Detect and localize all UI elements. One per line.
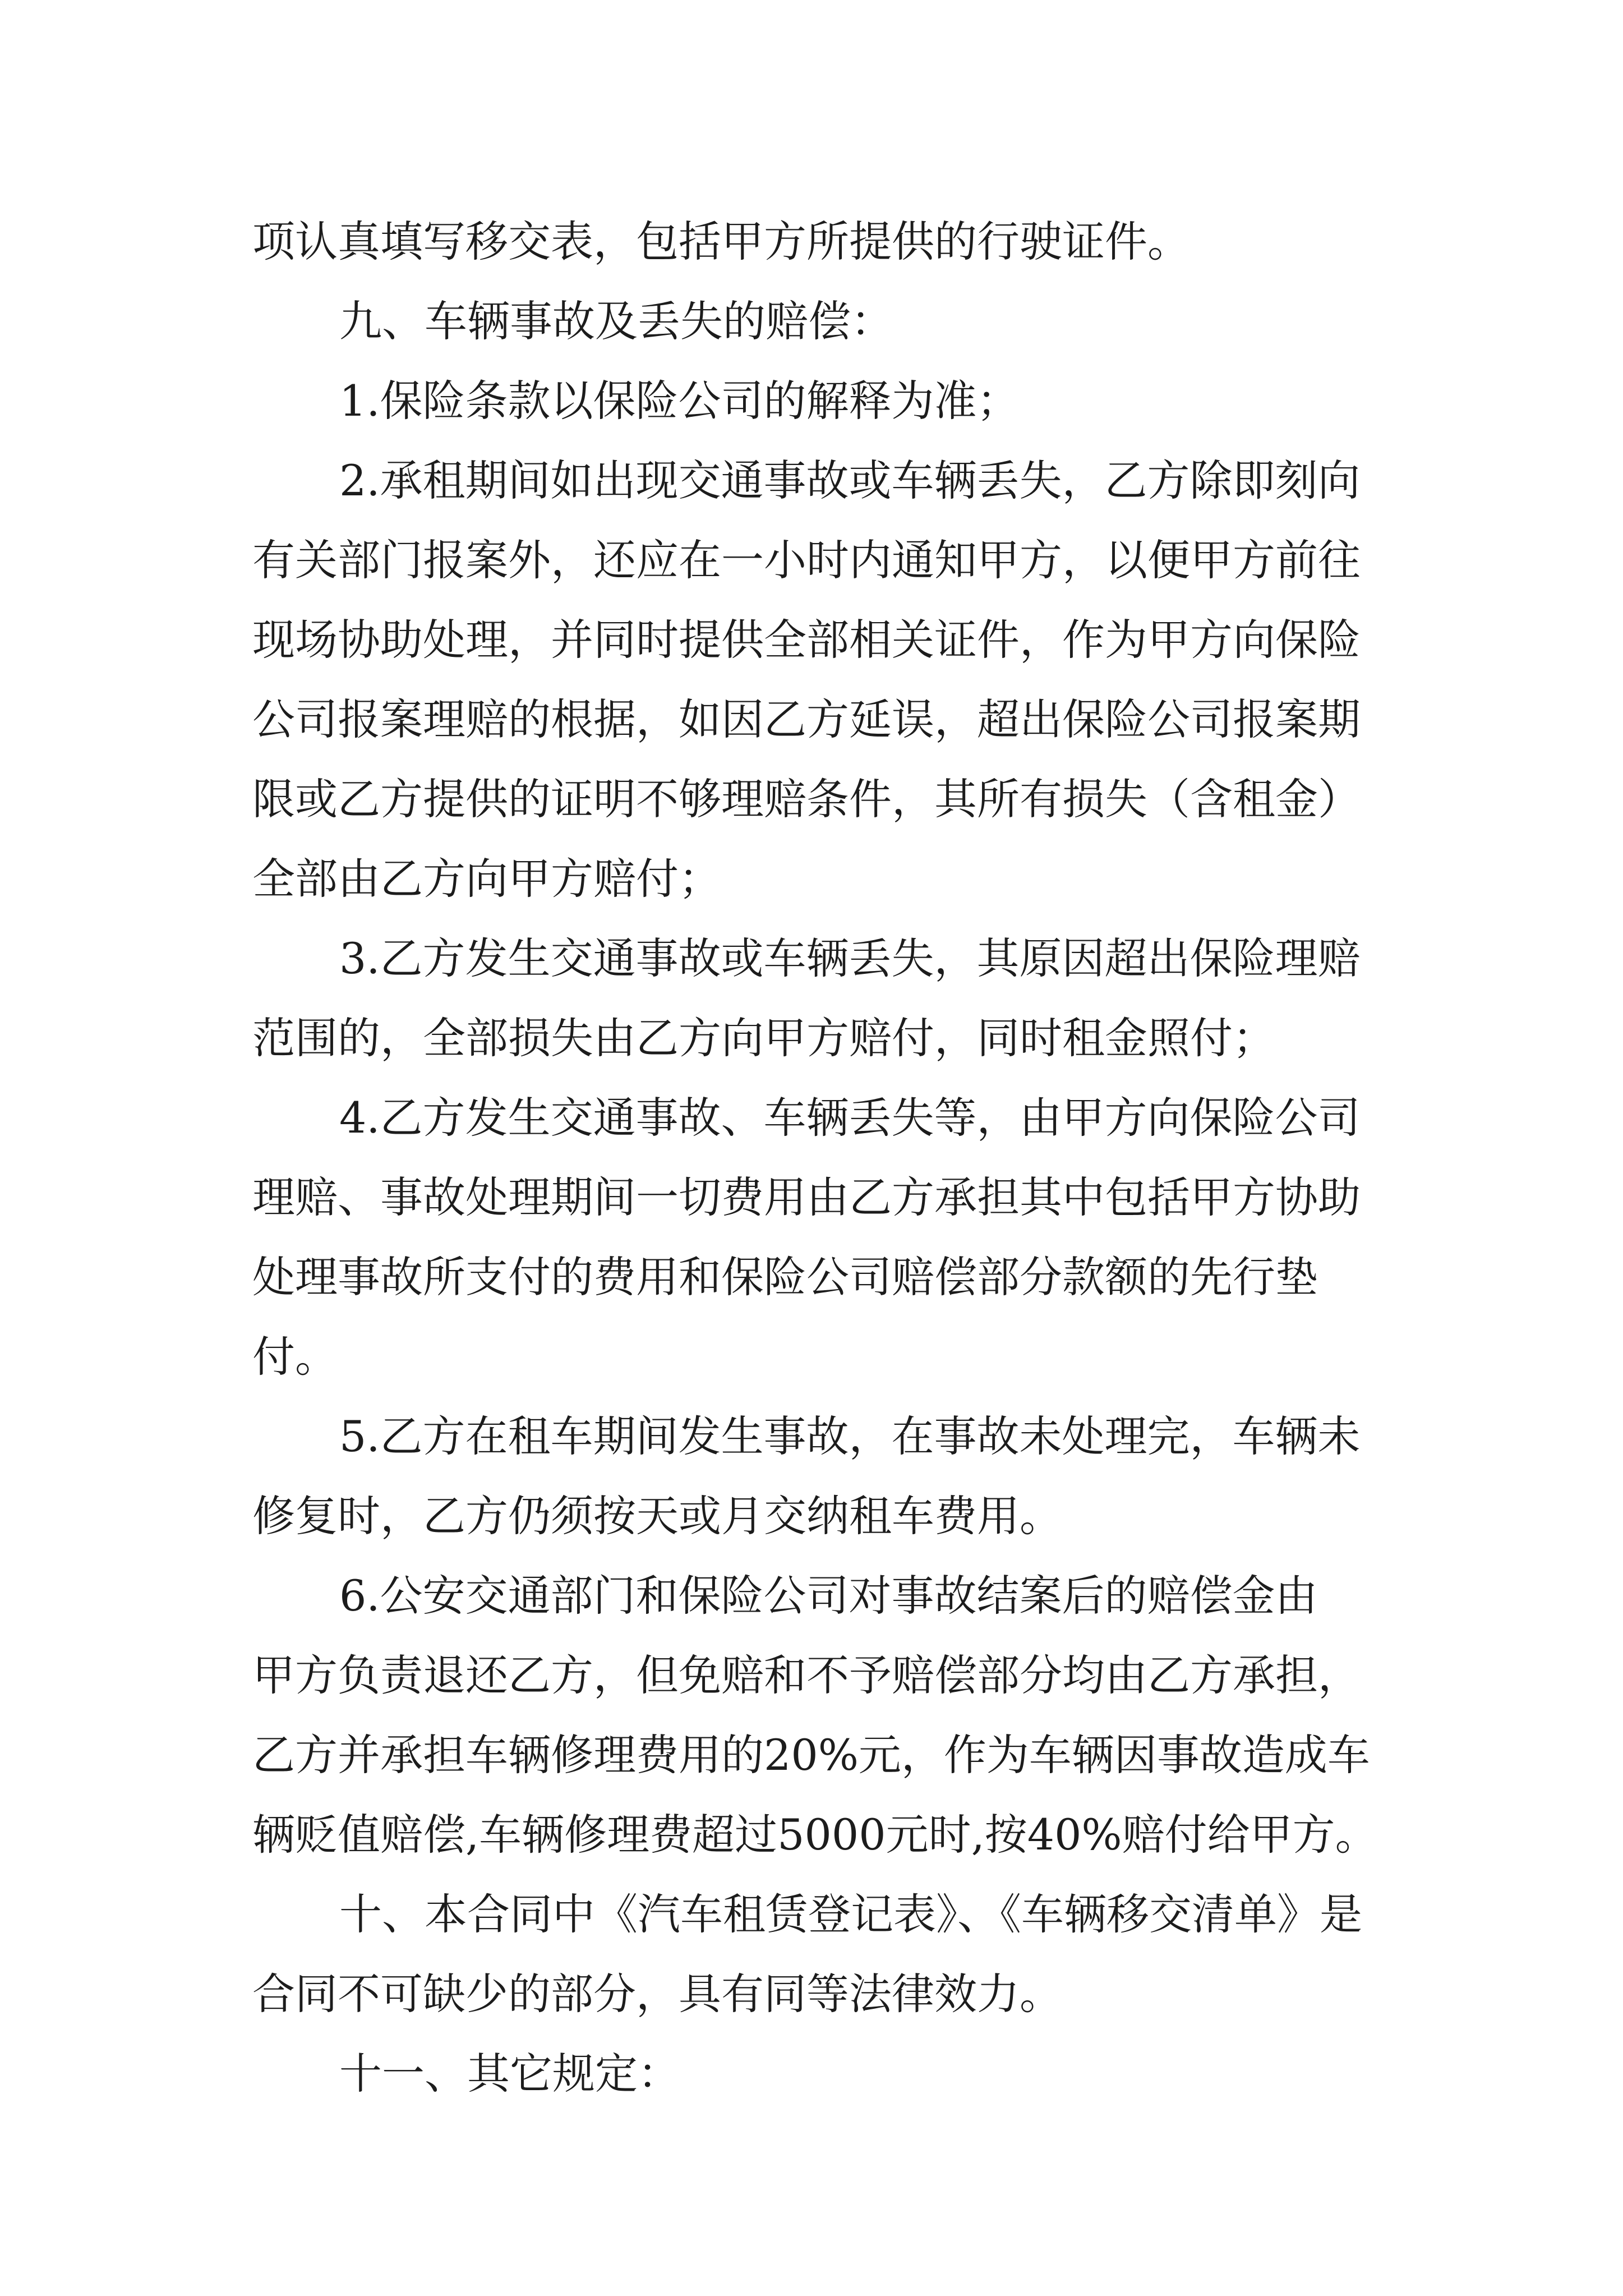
text-line: 全部由乙方向甲方赔付； (252, 854, 721, 904)
clause-item: 3.乙方发生交通事故或车辆丢失，其原因超出保险理赔 (339, 933, 1361, 983)
text-line: 公司报案理赔的根据，如因乙方延误，超出保险公司报案期 (252, 694, 1361, 744)
text-line: 辆贬值赔偿,车辆修理费超过5000元时,按40%赔付给甲方。 (252, 1810, 1378, 1860)
text-line: 处理事故所支付的费用和保险公司赔偿部分款额的先行垫 (252, 1252, 1318, 1302)
text-line: 乙方并承担车辆修理费用的20%元，作为车辆因事故造成车 (252, 1730, 1370, 1780)
text-line: 项认真填写移交表，包括甲方所提供的行驶证件。 (252, 217, 1190, 266)
clause-item: 5.乙方在租车期间发生事故，在事故未处理完，车辆未 (339, 1411, 1361, 1461)
section-heading: 十一、其它规定： (339, 2049, 680, 2099)
clause-item: 2.承租期间如出现交通事故或车辆丢失，乙方除即刻向 (339, 455, 1361, 505)
text-line: 限或乙方提供的证明不够理赔条件，其所有损失（含租金） (252, 774, 1361, 824)
text-line: 合同不可缺少的部分，具有同等法律效力。 (252, 1969, 1062, 2019)
text-line: 有关部门报案外，还应在一小时内通知甲方，以便甲方前往 (252, 535, 1361, 585)
text-line: 理赔、事故处理期间一切费用由乙方承担其中包括甲方协助 (252, 1172, 1361, 1222)
text-line: 范围的，全部损失由乙方向甲方赔付，同时租金照付； (252, 1013, 1275, 1063)
section-heading: 十、本合同中《汽车租赁登记表》、《车辆移交清单》是 (339, 1889, 1362, 1939)
text-line: 甲方负责退还乙方，但免赔和不予赔偿部分均由乙方承担， (252, 1650, 1361, 1700)
text-line: 付。 (252, 1332, 338, 1382)
text-line: 现场协助处理，并同时提供全部相关证件，作为甲方向保险 (252, 615, 1361, 665)
clause-item: 6.公安交通部门和保险公司对事故结案后的赔偿金由 (339, 1571, 1318, 1621)
clause-item: 1.保险条款以保险公司的解释为准； (339, 376, 1020, 426)
section-heading: 九、车辆事故及丢失的赔偿： (339, 296, 893, 346)
text-line: 修复时，乙方仍须按天或月交纳租车费用。 (252, 1491, 1062, 1541)
clause-item: 4.乙方发生交通事故、车辆丢失等，由甲方向保险公司 (339, 1093, 1361, 1143)
